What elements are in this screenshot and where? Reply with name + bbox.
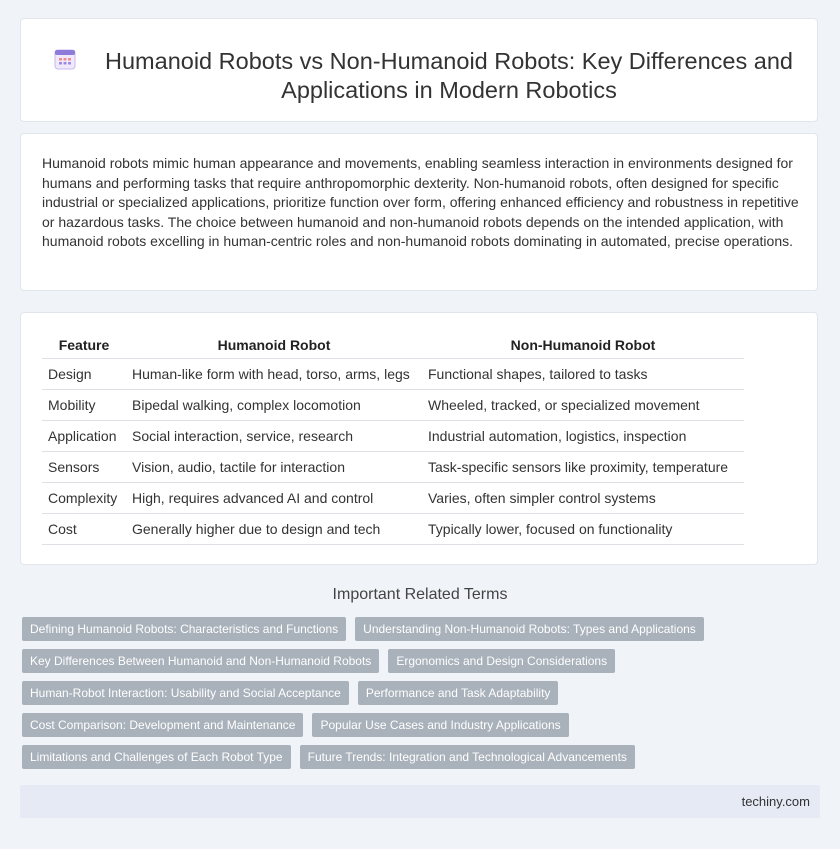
table-cell: Complexity xyxy=(42,482,126,513)
table-cell: Wheeled, tracked, or specialized movement xyxy=(422,389,744,420)
table-cell: Generally higher due to design and tech xyxy=(126,513,422,544)
table-cell: Typically lower, focused on functionality xyxy=(422,513,744,544)
site-credit[interactable]: techiny.com xyxy=(741,794,810,809)
related-terms-list xyxy=(22,617,822,777)
related-term-tag[interactable]: Defining Humanoid Robots: Characteristics and Functions xyxy=(22,617,346,641)
title-card xyxy=(20,18,818,122)
table-cell: Human-like form with head, torso, arms, legs xyxy=(126,358,422,389)
table-row xyxy=(42,482,744,513)
related-term-tag[interactable]: Key Differences Between Humanoid and Non-Humanoid Robots xyxy=(22,649,379,673)
comparison-table xyxy=(42,333,744,545)
table-cell: High, requires advanced AI and control xyxy=(126,482,422,513)
table-cell: Application xyxy=(42,420,126,451)
table-cell: Varies, often simpler control systems xyxy=(422,482,744,513)
tag-row xyxy=(22,745,822,769)
footer xyxy=(20,785,820,818)
related-term-tag[interactable]: Human-Robot Interaction: Usability and Social Acceptance xyxy=(22,681,349,705)
tag-row xyxy=(22,649,822,673)
related-term-tag[interactable]: Future Trends: Integration and Technological Advancements xyxy=(300,745,635,769)
table-cell: Mobility xyxy=(42,389,126,420)
page-title: Humanoid Robots vs Non-Humanoid Robots: Key Differences and Applications in Modern Robotics xyxy=(105,48,793,103)
table-row xyxy=(42,358,744,389)
column-header-feature: Feature xyxy=(42,333,126,358)
table-header-row xyxy=(42,333,744,358)
table-cell: Functional shapes, tailored to tasks xyxy=(422,358,744,389)
related-term-tag[interactable]: Popular Use Cases and Industry Applications xyxy=(312,713,568,737)
related-term-tag[interactable]: Performance and Task Adaptability xyxy=(358,681,559,705)
table-cell: Sensors xyxy=(42,451,126,482)
calendar-icon xyxy=(53,47,77,76)
table-row xyxy=(42,451,744,482)
table-cell: Cost xyxy=(42,513,126,544)
table-cell: Task-specific sensors like proximity, temperature xyxy=(422,451,744,482)
table-cell: Bipedal walking, complex locomotion xyxy=(126,389,422,420)
intro-card xyxy=(20,133,818,291)
table-cell: Industrial automation, logistics, inspection xyxy=(422,420,744,451)
related-term-tag[interactable]: Limitations and Challenges of Each Robot Type xyxy=(22,745,291,769)
tag-row xyxy=(22,681,822,705)
table-row xyxy=(42,389,744,420)
table-cell: Design xyxy=(42,358,126,389)
related-term-tag[interactable]: Understanding Non-Humanoid Robots: Types and Applications xyxy=(355,617,704,641)
column-header-humanoid: Humanoid Robot xyxy=(126,333,422,358)
related-terms-title: Important Related Terms xyxy=(332,586,508,603)
intro-paragraph: Humanoid robots mimic human appearance and movements, enabling seamless interaction in environments designed for humans and performing tasks that require anthropomorphic dexterity. Non-humanoid robots, often designed for specific industrial or specialized applications, prioritize function over form, offering enhanced efficiency and robustness in repetitive or hazardous tasks. The choice between humanoid and non-humanoid robots depends on the intended application, with humanoid robots excelling in human-centric roles and non-humanoid robots dominating in automated, precise operations. xyxy=(42,155,799,250)
related-term-tag[interactable]: Cost Comparison: Development and Maintenance xyxy=(22,713,303,737)
table-cell: Social interaction, service, research xyxy=(126,420,422,451)
related-term-tag[interactable]: Ergonomics and Design Considerations xyxy=(388,649,615,673)
table-cell: Vision, audio, tactile for interaction xyxy=(126,451,422,482)
tag-row xyxy=(22,617,822,641)
table-row xyxy=(42,513,744,544)
comparison-card xyxy=(20,312,818,565)
tag-row xyxy=(22,713,822,737)
table-row xyxy=(42,420,744,451)
column-header-non-humanoid: Non-Humanoid Robot xyxy=(422,333,744,358)
